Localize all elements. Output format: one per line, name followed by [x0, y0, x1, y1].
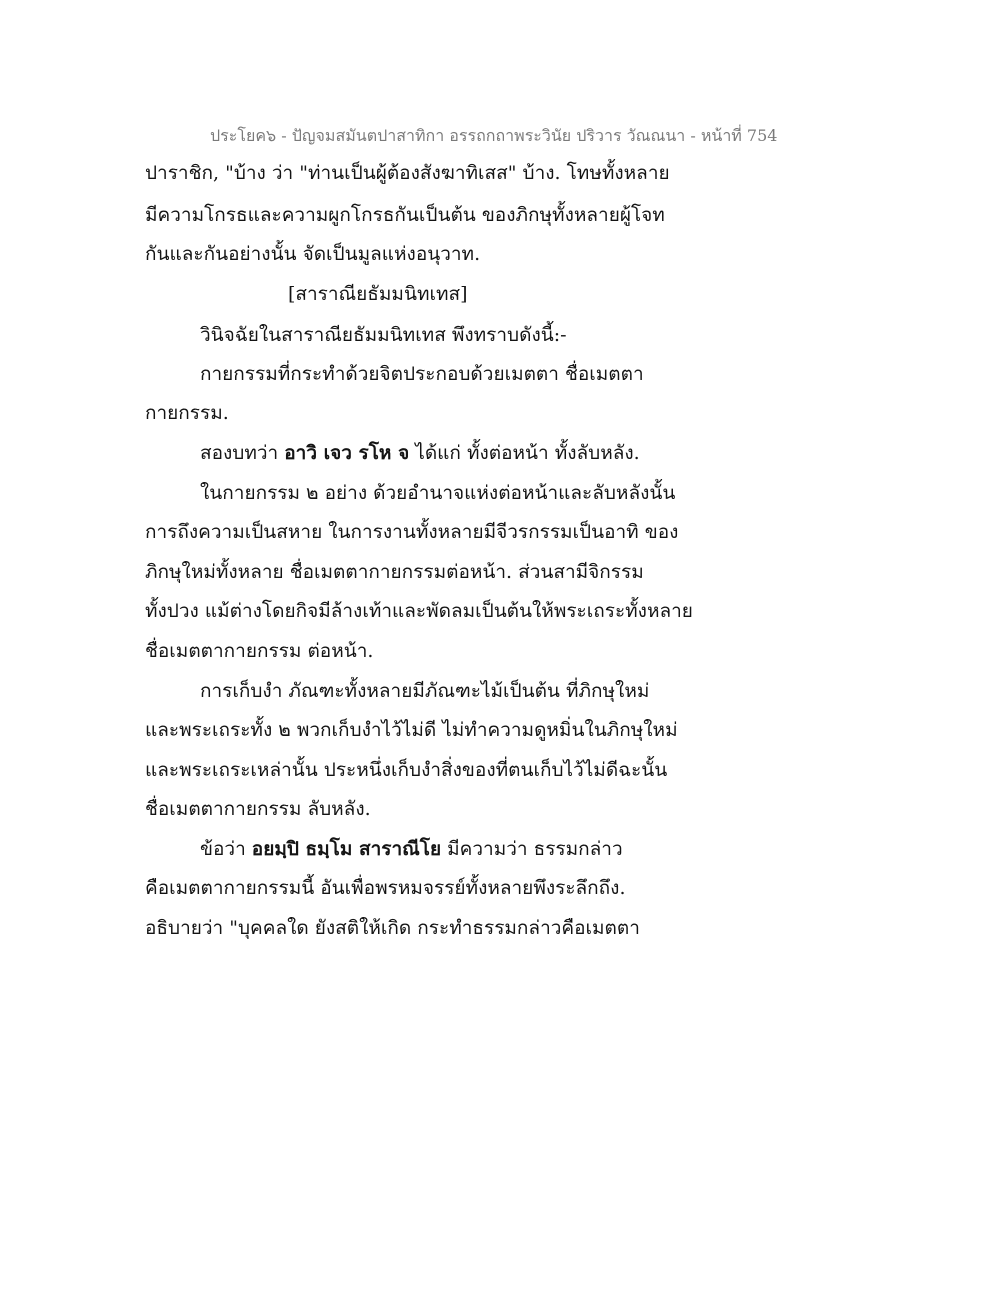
- body-line: คือเมตตากายกรรมนี้ อันเพื่อพรหมจรรย์ทั้งหลายพึงระลึกถึง.: [145, 877, 626, 899]
- body-line: มีความโกรธและความผูกโกรธกันเป็นต้น ของภิกษุทั้งหลายผู้โจท: [145, 204, 665, 226]
- body-line: วินิจฉัยในสาราณียธัมมนิทเทส พึงทราบดังนี้:-: [200, 324, 567, 346]
- body-line: กันและกันอย่างนั้น จัดเป็นมูลแห่งอนุวาท.: [145, 243, 481, 265]
- section-heading: [สาราณียธัมมนิทเทส]: [288, 283, 468, 305]
- pali-term-bold: อาวิ เจว รโห จ: [284, 442, 410, 464]
- body-line: ภิกษุใหม่ทั้งหลาย ชื่อเมตตากายกรรมต่อหน้า. ส่วนสามีจิกรรม: [145, 561, 644, 583]
- body-line: กายกรรม.: [145, 402, 229, 424]
- line-text-pre: สองบทว่า: [200, 442, 285, 464]
- body-line: อธิบายว่า "บุคคลใด ยังสติให้เกิด กระทำธรรมกล่าวคือเมตตา: [145, 917, 640, 939]
- pali-term-bold: อยมฺปิ ธมฺโม สาราณีโย: [251, 838, 442, 860]
- body-line: ชื่อเมตตากายกรรม ต่อหน้า.: [145, 640, 374, 662]
- running-header: ประโยค๖ - ปัญจมสมันตปาสาทิกา อรรถกถาพระวินัย ปริวาร วัณณนา - หน้าที่ 754: [210, 126, 778, 145]
- body-line: ในกายกรรม ๒ อย่าง ด้วยอำนาจแห่งต่อหน้าและลับหลังนั้น: [200, 482, 676, 504]
- body-line: กายกรรมที่กระทำด้วยจิตประกอบด้วยเมตตา ชื่อเมตตา: [200, 363, 644, 385]
- body-line: การเก็บงำ ภัณฑะทั้งหลายมีภัณฑะไม้เป็นต้น ที่ภิกษุใหม่: [200, 680, 650, 702]
- body-line: การถึงความเป็นสหาย ในการงานทั้งหลายมีจีวรกรรมเป็นอาทิ ของ: [145, 521, 679, 543]
- body-line: ทั้งปวง แม้ต่างโดยกิจมีล้างเท้าและพัดลมเป็นต้นให้พระเถระทั้งหลาย: [145, 600, 693, 622]
- body-line: ชื่อเมตตากายกรรม ลับหลัง.: [145, 798, 371, 820]
- body-line: ปาราชิก, "บ้าง ว่า "ท่านเป็นผู้ต้องสังฆาทิเสส" บ้าง. โทษทั้งหลาย: [145, 162, 670, 184]
- line-text-post: มีความว่า ธรรมกล่าว: [441, 838, 623, 860]
- line-text-pre: ข้อว่า: [200, 838, 252, 860]
- line-text-post: ได้แก่ ทั้งต่อหน้า ทั้งลับหลัง.: [409, 442, 640, 464]
- body-line: และพระเถระเหล่านั้น ประหนึ่งเก็บงำสิ่งของที่ตนเก็บไว้ไม่ดีฉะนั้น: [145, 759, 668, 781]
- body-line: [200, 834, 623, 864]
- body-line: [200, 438, 640, 468]
- body-line: และพระเถระทั้ง ๒ พวกเก็บงำไว้ไม่ดี ไม่ทำความดูหมิ่นในภิกษุใหม่: [145, 719, 678, 741]
